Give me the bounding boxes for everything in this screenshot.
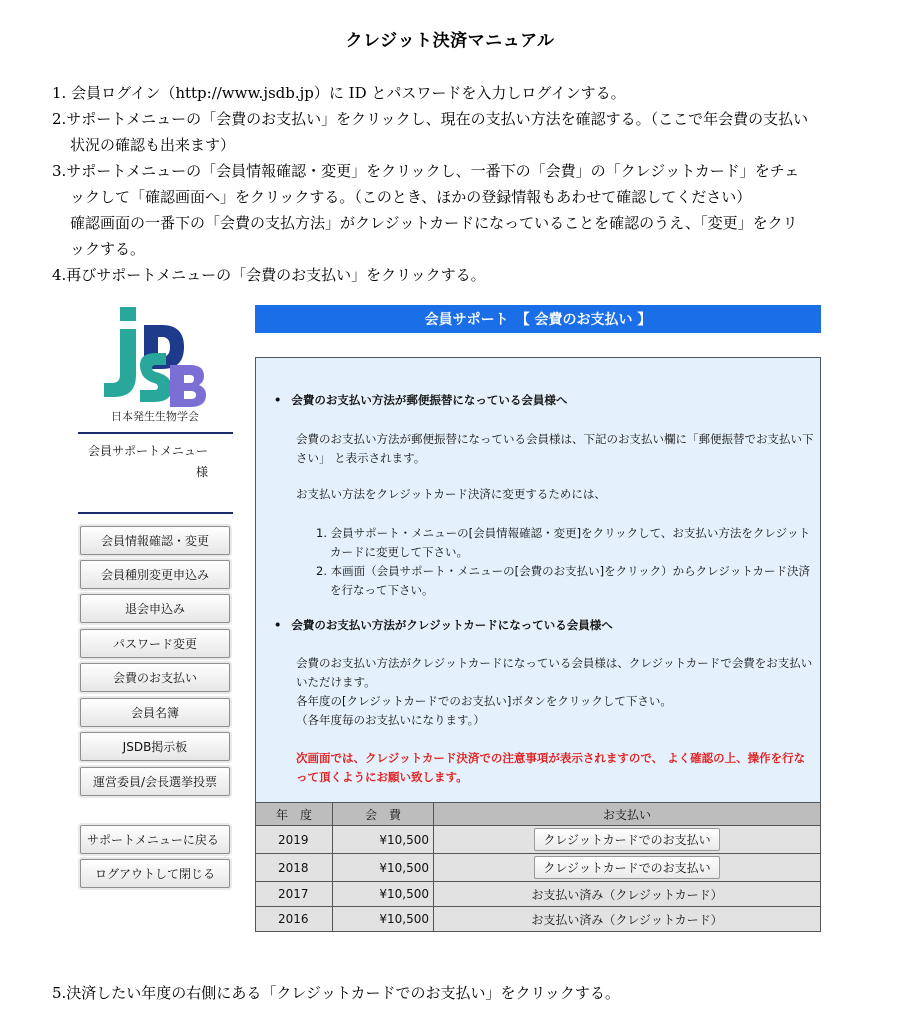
info-box — [255, 357, 821, 803]
step-3-cont: ックして「確認画面へ」をクリックする。（このとき、ほかの登録情報もあわせて確認してください） — [70, 188, 752, 206]
sidebar-button-board[interactable]: JSDB掲示板 — [80, 732, 230, 761]
sidebar-menu-title-text: 会員サポートメニュー — [88, 444, 208, 458]
section1-paragraph-2: お支払い方法をクレジットカード決済に変更するためには、 — [296, 487, 606, 501]
sidebar-button-back[interactable]: サポートメニューに戻る — [80, 825, 230, 854]
step-2-cont: 状況の確認も出来ます） — [70, 136, 236, 154]
sidebar-divider — [78, 432, 233, 434]
step-3: 3.サポートメニューの「会員情報確認・変更」をクリックし、一番下の「会費」の「クレジットカード」をチェ — [52, 162, 800, 180]
sidebar-button-election[interactable]: 運営委員/会長選挙投票 — [80, 767, 230, 796]
sidebar-menu-suffix: 様 — [195, 465, 208, 479]
paid-status: お支払い済み（クレジットカード） — [531, 912, 723, 927]
fee-cell: ¥10,500 — [333, 854, 434, 882]
section1-heading: • 会費のお支払い方法が郵便振替になっている会員様へ — [274, 391, 567, 410]
payment-cell — [434, 826, 821, 854]
sidebar-button-member-type[interactable]: 会員種別変更申込み — [80, 560, 230, 589]
section1-steps — [316, 524, 811, 600]
jsdb-logo-icon — [100, 305, 210, 415]
year-cell: 2018 — [256, 854, 333, 882]
table-row — [256, 826, 821, 854]
step-1: 1. 会員ログイン（http://www.jsdb.jp）に ID とパスワードを入力しログインする。 — [52, 84, 626, 102]
step-3-cont2: 確認画面の一番下の「会費の支払方法」がクレジットカードになっていることを確認のうえ、「変更」をクリ — [70, 214, 798, 232]
header-year: 年 度 — [256, 803, 333, 826]
notice-text: 次画面では、クレジットカード決済での注意事項が表示されますので、 よく確認の上、操作を行なって頂くようにお願い致します。 — [296, 751, 806, 784]
payment-table — [255, 802, 821, 932]
sidebar-button-payment[interactable]: 会費のお支払い — [80, 663, 230, 692]
embedded-screenshot — [75, 300, 825, 940]
header-fee: 会 費 — [333, 803, 434, 826]
section2-paragraph-1: 会費のお支払い方法がクレジットカードになっている会員様は、クレジットカードで会費をお支払いいただけます。 — [296, 656, 813, 689]
step-5: 5.決済したい年度の右側にある「クレジットカードでのお支払い」をクリックする。 — [52, 984, 620, 1002]
sidebar-button-member-info[interactable]: 会員情報確認・変更 — [80, 526, 230, 555]
steps-list — [52, 80, 852, 288]
section1-paragraph-1: 会費のお支払い方法が郵便振替になっている会員様は、下記のお支払い欄に「郵便振替でお支払い下さい」 と表示されます。 — [296, 432, 814, 465]
sidebar-button-withdraw[interactable]: 退会申込み — [80, 594, 230, 623]
fee-cell: ¥10,500 — [333, 882, 434, 907]
section1-step-2: 2. 本画面（会員サポート・メニューの[会費のお支払い]をクリック）からクレジットカード決済を行なって下さい。 — [316, 564, 811, 597]
sidebar-button-logout[interactable]: ログアウトして閉じる — [80, 859, 230, 888]
payment-cell — [434, 907, 821, 932]
header-payment: お支払い — [434, 803, 821, 826]
credit-card-pay-button[interactable]: クレジットカードでのお支払い — [534, 856, 719, 879]
payment-cell — [434, 882, 821, 907]
table-row — [256, 854, 821, 882]
credit-card-pay-button[interactable]: クレジットカードでのお支払い — [534, 828, 719, 851]
table-row — [256, 907, 821, 932]
paid-status: お支払い済み（クレジットカード） — [531, 887, 723, 902]
fee-cell: ¥10,500 — [333, 907, 434, 932]
payment-cell — [434, 854, 821, 882]
step-4: 4.再びサポートメニューの「会費のお支払い」をクリックする。 — [52, 266, 486, 284]
logo-caption: 日本発生生物学会 — [111, 410, 199, 423]
section1-step-1: 1. 会員サポート・メニューの[会員情報確認・変更]をクリックして、お支払い方法をクレジットカードに変更して下さい。 — [316, 526, 811, 559]
sidebar-menu-title — [78, 442, 233, 480]
table-row — [256, 882, 821, 907]
step-2: 2.サポートメニューの「会費のお支払い」をクリックし、現在の支払い方法を確認する。（ここで年会費の支払い — [52, 110, 809, 128]
year-cell: 2017 — [256, 882, 333, 907]
sidebar-button-directory[interactable]: 会員名簿 — [80, 698, 230, 727]
year-cell: 2019 — [256, 826, 333, 854]
year-cell: 2016 — [256, 907, 333, 932]
document-title: クレジット決済マニュアル — [345, 31, 555, 51]
section2-paragraph-2: 各年度の[クレジットカードでのお支払い]ボタンをクリックして下さい。 — [296, 694, 672, 708]
sidebar-divider-2 — [78, 512, 233, 514]
fee-cell: ¥10,500 — [333, 826, 434, 854]
section2-heading: • 会費のお支払い方法がクレジットカードになっている会員様へ — [274, 616, 613, 635]
section2-paragraph-3: （各年度毎のお支払いになります。） — [296, 713, 485, 727]
step-3-cont3: ックする。 — [70, 240, 146, 258]
main-header: 会員サポート 【 会費のお支払い 】 — [255, 305, 821, 333]
table-header-row — [256, 803, 821, 826]
sidebar-button-password[interactable]: パスワード変更 — [80, 629, 230, 658]
